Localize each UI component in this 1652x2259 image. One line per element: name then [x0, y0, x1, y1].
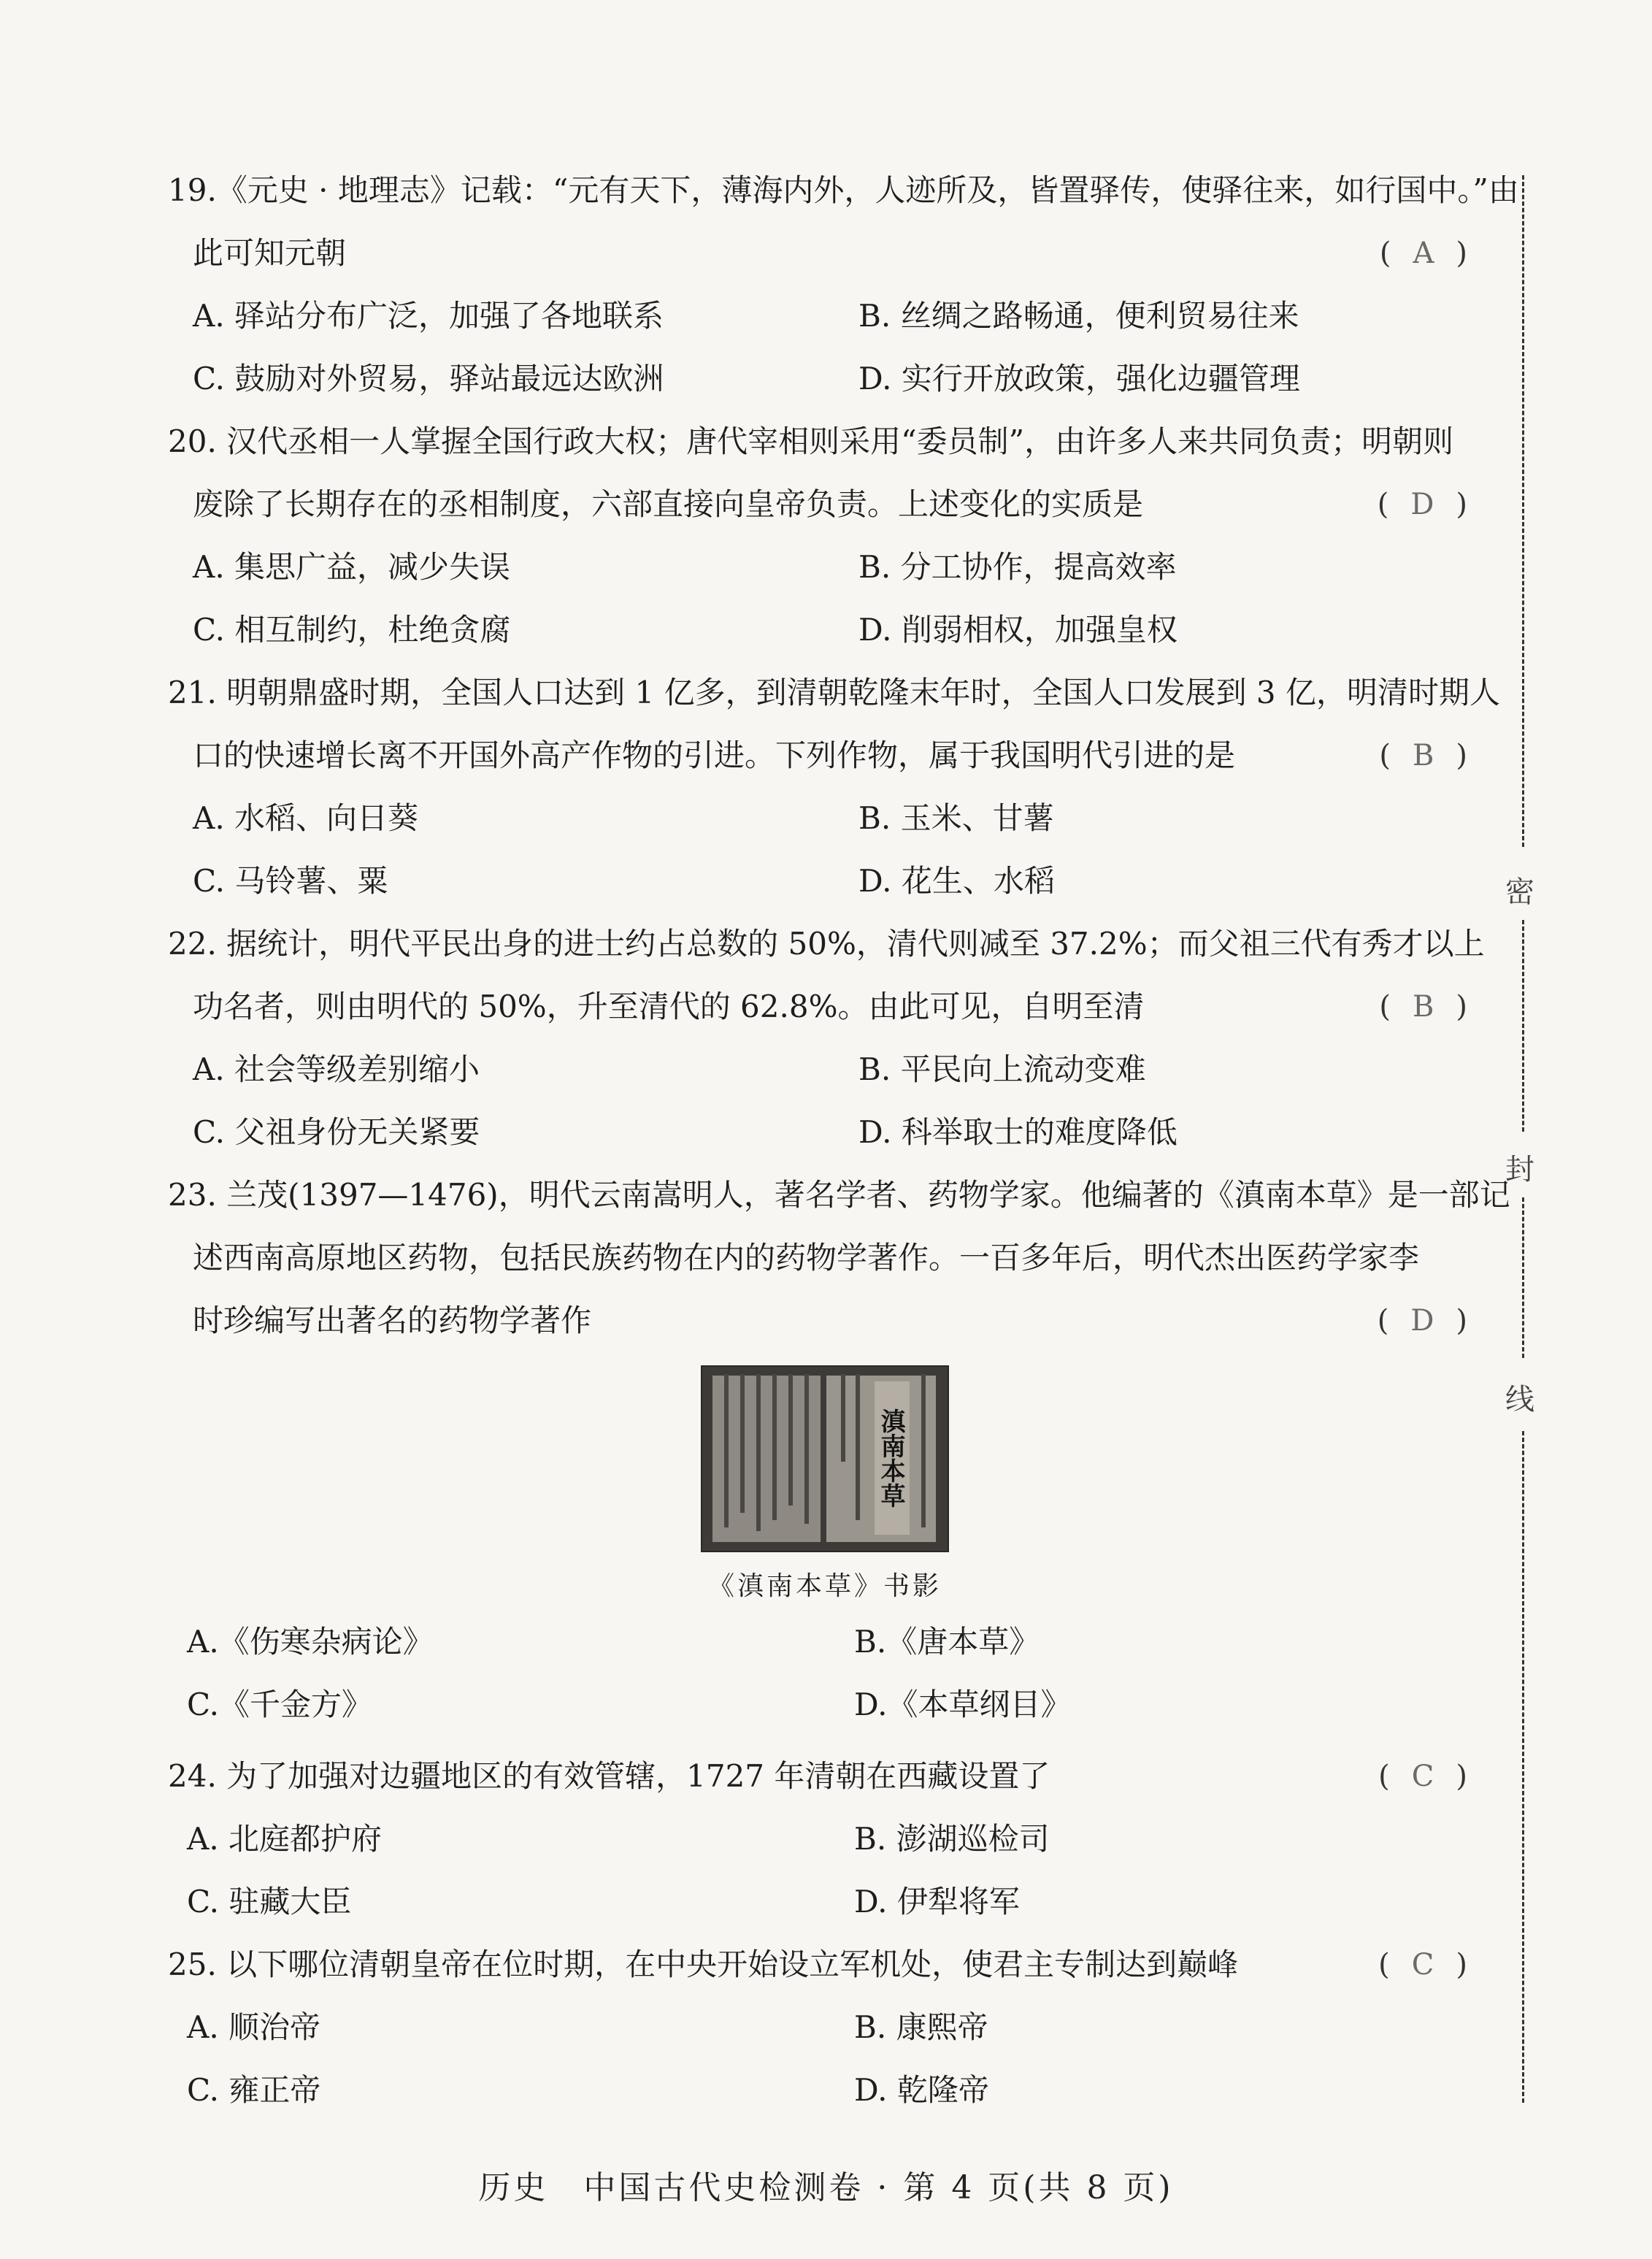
question-stem [168, 159, 1519, 285]
options [168, 1038, 1467, 1164]
options [168, 1611, 1467, 1736]
answer-bracket: ( B ) [1379, 990, 1467, 1024]
book-title: 滇南本草 [875, 1381, 910, 1535]
question-stem [168, 661, 1500, 787]
question-stem [168, 410, 1467, 536]
answer-letter: B [1412, 990, 1434, 1024]
option-b: B. 丝绸之路畅通，便利贸易往来 [858, 298, 1299, 334]
option-c: C. 驻藏大臣 [187, 1884, 352, 1919]
question-23-options [168, 1611, 1467, 1736]
question-24 [168, 1745, 1467, 1933]
option-b: B. 康熙帝 [854, 2009, 988, 2045]
option-d: D. 伊犁将军 [854, 1884, 1020, 1919]
option-a: A. 水稻、向日葵 [193, 800, 419, 836]
seal-char-mi: 密 [1505, 875, 1534, 909]
book-figure [701, 1365, 949, 1603]
question-21 [168, 661, 1500, 913]
option-c: C. 相互制约，杜绝贪腐 [193, 612, 511, 648]
options [168, 536, 1467, 661]
answer-letter: D [1410, 1304, 1434, 1338]
option-d: D. 实行开放政策，强化边疆管理 [858, 361, 1300, 396]
option-c: C. 雍正帝 [187, 2072, 321, 2108]
question-25 [168, 1933, 1467, 2122]
seal-char-feng: 封 [1505, 1153, 1534, 1186]
book-photo [701, 1365, 949, 1552]
option-d: D. 削弱相权，加强皇权 [858, 612, 1177, 648]
stem-line: 23. 兰茂(1397—1476)，明代云南嵩明人，著名学者、药物学家。他编著的《滇南本草》是一部记 [168, 1177, 1510, 1213]
option-a: A. 社会等级差别缩小 [193, 1051, 480, 1087]
options [168, 285, 1467, 410]
question-stem [168, 1164, 1510, 1352]
question-stem [168, 913, 1485, 1038]
figure-caption: 《滇南本草》书影 [707, 1571, 942, 1601]
option-b: B. 分工协作，提高效率 [858, 549, 1177, 585]
answer-letter: D [1410, 488, 1434, 521]
question-22 [168, 913, 1485, 1164]
option-c: C.《千金方》 [187, 1687, 372, 1722]
option-d: D. 花生、水稻 [858, 863, 1055, 899]
seal-line [1522, 1431, 1524, 2103]
option-a: A. 集思广益，减少失误 [193, 549, 511, 585]
option-c: C. 马铃薯、粟 [193, 863, 388, 899]
page-footer: 历史 中国古代史检测卷 · 第 4 页(共 8 页) [478, 2169, 1174, 2206]
stem-line: 19.《元史 · 地理志》记载：“元有天下，薄海内外，人迹所及，皆置驿传，使驿往来，如行国中。”由 [168, 172, 1519, 208]
stem-line: 废除了长期存在的丞相制度，六部直接向皇帝负责。上述变化的实质是 [193, 486, 1144, 522]
answer-letter: A [1413, 237, 1434, 270]
option-d: D.《本草纲目》 [854, 1687, 1072, 1722]
question-19 [168, 159, 1519, 410]
option-c: C. 父祖身份无关紧要 [193, 1114, 480, 1150]
stem-line: 24. 为了加强对边疆地区的有效管辖，1727 年清朝在西藏设置了 [168, 1758, 1050, 1794]
options [168, 1808, 1467, 1933]
seal-line [1522, 175, 1524, 847]
seal-char-xian: 线 [1505, 1383, 1534, 1416]
answer-bracket: ( D ) [1377, 488, 1467, 521]
stem-line: 22. 据统计，明代平民出身的进士约占总数的 50%，清代则减至 37.2%；而父祖三代有秀才以上 [168, 926, 1485, 962]
answer-letter: B [1412, 739, 1434, 772]
option-a: A.《伤寒杂病论》 [187, 1624, 434, 1660]
option-b: B. 平民向上流动变难 [858, 1051, 1146, 1087]
question-stem [168, 1933, 1467, 1996]
option-b: B. 玉米、甘薯 [858, 800, 1054, 836]
stem-line: 功名者，则由明代的 50%，升至清代的 62.8%。由此可见，自明至清 [193, 989, 1145, 1024]
option-a: A. 驿站分布广泛，加强了各地联系 [193, 298, 664, 334]
answer-letter: C [1411, 1948, 1434, 1982]
answer-bracket: ( C ) [1378, 1948, 1467, 1982]
option-b: B. 澎湖巡检司 [854, 1821, 1050, 1857]
option-d: D. 乾隆帝 [854, 2072, 989, 2108]
option-c: C. 鼓励对外贸易，驿站最远达欧洲 [193, 361, 664, 396]
options [168, 1996, 1467, 2122]
option-d: D. 科举取士的难度降低 [858, 1114, 1177, 1150]
question-23 [168, 1164, 1510, 1352]
option-b: B.《唐本草》 [854, 1624, 1040, 1660]
answer-bracket: ( D ) [1377, 1304, 1467, 1338]
question-stem [168, 1745, 1467, 1808]
stem-line: 20. 汉代丞相一人掌握全国行政大权；唐代宰相则采用“委员制”，由许多人来共同负责；明朝则 [168, 423, 1454, 459]
answer-letter: C [1411, 1760, 1434, 1793]
answer-bracket: ( C ) [1378, 1760, 1467, 1793]
seal-line [1522, 920, 1524, 1132]
question-20 [168, 410, 1467, 661]
stem-line: 25. 以下哪位清朝皇帝在位时期，在中央开始设立军机处，使君主专制达到巅峰 [168, 1947, 1239, 1982]
stem-line: 21. 明朝鼎盛时期，全国人口达到 1 亿多，到清朝乾隆末年时，全国人口发展到 3 亿，明清时期人 [168, 675, 1500, 710]
stem-line: 述西南高原地区药物，包括民族药物在内的药物学著作。一百多年后，明代杰出医药学家李 [193, 1240, 1420, 1276]
answer-bracket: ( A ) [1379, 237, 1467, 270]
options [168, 787, 1467, 913]
option-a: A. 北庭都护府 [187, 1821, 383, 1857]
stem-line: 口的快速增长离不开国外高产作物的引进。下列作物，属于我国明代引进的是 [193, 737, 1236, 773]
stem-line: 时珍编写出著名的药物学著作 [193, 1303, 592, 1338]
answer-bracket: ( B ) [1379, 739, 1467, 772]
option-a: A. 顺治帝 [187, 2009, 321, 2045]
stem-line: 此可知元朝 [193, 235, 347, 271]
seal-line [1522, 1197, 1524, 1358]
